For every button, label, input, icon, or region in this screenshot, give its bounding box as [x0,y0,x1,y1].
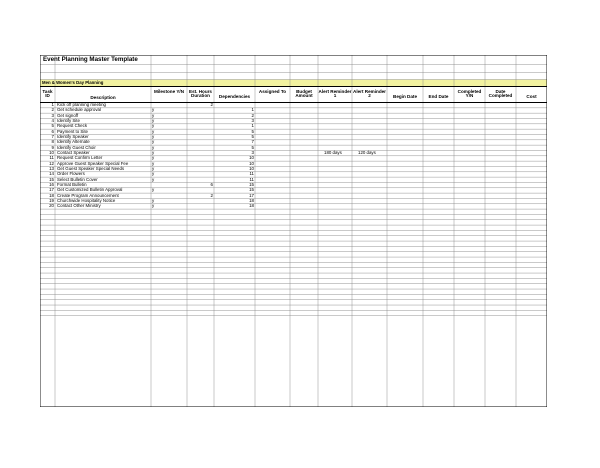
task-id: 6 [51,128,54,134]
task-description: Identify Alternate [57,139,90,145]
task-description: Select Bulletin Cover [57,176,98,182]
task-description: Get schedule approval [57,107,101,113]
est-hours: 2 [210,192,213,198]
spreadsheet [40,55,547,407]
milestone-flag: y [152,144,155,150]
task-id: 2 [51,107,54,113]
milestone-flag: y [152,123,155,129]
dependencies: 5 [251,128,254,134]
task-id: 5 [51,123,54,129]
task-id: 9 [51,144,54,150]
task-id: 11 [49,155,54,161]
task-description: Contact Speaker [57,150,90,156]
task-description: Identify Speaker [57,134,89,140]
dependencies: 5 [251,144,254,150]
task-description: Churchwide Hospitality Notice [57,198,116,204]
milestone-flag: y [152,160,155,166]
dependencies: 2 [251,112,254,118]
header-assigned: Assigned To [258,88,287,94]
dependencies: 15 [249,182,254,188]
task-description: Payment to Site [57,128,88,134]
dependencies: 1 [251,107,254,113]
header-alert2: Alert Reminder 2 [353,88,386,99]
dependencies: 3 [251,118,254,124]
dependencies: 15 [249,187,254,193]
dependencies: 10 [249,160,254,166]
task-description: Identify Guest Choir [57,144,96,150]
header-budget: Budget Amount [295,88,313,99]
task-id: 14 [49,171,54,177]
task-id: 16 [49,182,54,188]
header-est: Est. Hours Duration [189,88,212,99]
milestone-flag: y [152,107,155,113]
task-id: 4 [51,118,54,124]
task-description: Kick off planning meeting [57,102,106,108]
alert-reminder-1: 180 days [324,150,342,156]
milestone-flag: y [152,187,155,193]
milestone-flag: y [152,203,155,209]
task-id: 7 [51,134,54,140]
header-task: Task ID [42,88,53,99]
task-description: Format Bulletin [57,182,87,188]
milestone-flag: y [152,171,155,177]
task-description: Order Flowers [57,171,85,177]
task-id: 17 [49,187,54,193]
header-completed: Completed Y/N [457,88,482,99]
milestone-flag: y [152,128,155,134]
task-description: Get Customized Bulletin Approval [57,187,123,193]
task-id: 20 [49,203,54,209]
header-datecompleted: Date Completed [488,88,513,99]
task-id: 13 [49,166,54,172]
sheet-title: Event Planning Master Template [43,56,138,63]
section-band [40,80,547,87]
section-label: Men & Women's Day Planning [42,79,104,85]
task-id: 10 [49,150,54,156]
header-begin: Begin Date [393,93,417,99]
milestone-flag: y [152,134,155,140]
dependencies: 3 [251,150,254,156]
task-description: Identify Site [57,118,80,124]
header-dep: Dependencies [218,93,251,99]
dependencies: 5 [251,134,254,140]
dependencies: 18 [249,198,254,204]
alert-reminder-2: 120 days [358,150,376,156]
milestone-flag: y [152,176,155,182]
milestone-flag: y [152,166,155,172]
dependencies: 10 [249,166,254,172]
task-id: 18 [49,192,54,198]
dependencies: 18 [249,203,254,209]
milestone-flag: y [152,112,155,118]
header-alert1: Alert Reminder 1 [318,88,352,99]
est-hours: 6 [210,182,213,188]
milestone-flag: y [152,150,155,156]
dependencies: 11 [249,176,254,182]
header-end: End Date [428,93,449,99]
dependencies: 10 [249,155,254,161]
milestone-flag: y [152,139,155,145]
dependencies: 1 [251,123,254,129]
task-description: Get signoff [57,112,79,118]
task-id: 3 [51,112,54,118]
dependencies: 11 [249,171,254,177]
task-description: Get Guest Speaker Special Needs [57,166,125,172]
dependencies: 7 [251,139,254,145]
task-id: 12 [49,160,54,166]
milestone-flag: y [152,198,155,204]
header-cost: Cost [526,93,537,99]
dependencies: 17 [249,192,254,198]
est-hours: 2 [210,102,213,108]
task-description: Contact Other Ministry [57,203,101,209]
task-id: 15 [49,176,54,182]
milestone-flag: y [152,155,155,161]
task-description: Create Program Announcement [57,192,119,198]
task-description: Approve Guest Speaker Special Fee [57,160,129,166]
task-description: Request Check [57,123,88,129]
grid-lines [40,55,547,407]
header-milestone: Milestone Y/N [153,88,185,94]
task-description: Request Confirm Letter [57,155,103,161]
milestone-flag: y [152,118,155,124]
task-id: 1 [51,102,54,108]
header-desc: Description [90,94,116,100]
task-id: 19 [49,198,54,204]
task-id: 8 [51,139,54,145]
